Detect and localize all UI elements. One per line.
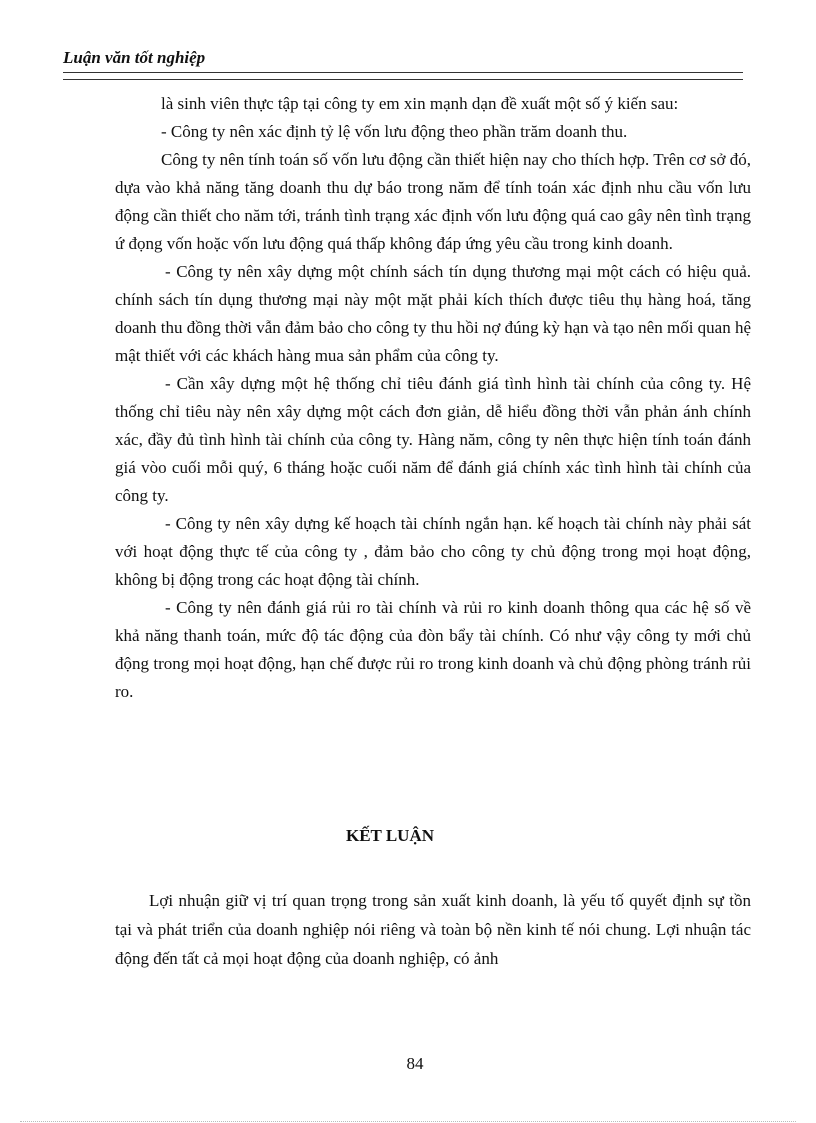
paragraph: - Công ty nên xác định tỷ lệ vốn lưu động theo phần trăm doanh thu.: [161, 122, 628, 141]
running-header: Luận văn tốt nghiệp: [63, 48, 206, 67]
body-text: [115, 90, 751, 706]
page-number: 84: [406, 1054, 424, 1073]
paragraph: - Cần xây dựng một hệ thống chỉ tiêu đánh giá tình hình tài chính của công ty. Hệ thống chỉ tiêu này nên xây dựng một cách đơn giản, dễ hiểu đồng thời vẫn phản ánh chính xác, đầy đủ tình hình tài chính của công ty. Hàng năm, công ty nên thực hiện tính toán đánh giá vòo cuối mỗi quý, 6 tháng hoặc cuối năm để đánh giá chính xác tình hình tài chính của công ty.: [115, 374, 751, 505]
conclusion-text: [115, 886, 751, 973]
paragraph: là sinh viên thực tập tại công ty em xin mạnh dạn đề xuất một số ý kiến sau:: [161, 94, 679, 113]
paragraph: - Công ty nên đánh giá rủi ro tài chính và rủi ro kinh doanh thông qua các hệ số về khả năng thanh toán, mức độ tác động của đòn bẩy tài chính. Có như vậy công ty mới chủ động trong mọi hoạt động, hạn chế được rủi ro trong kinh doanh và chủ động phòng tránh rủi ro.: [115, 598, 751, 701]
paragraph: Công ty nên tính toán số vốn lưu động cần thiết hiện nay cho thích hợp. Trên cơ sở đó, dựa vào khả năng tăng doanh thu dự báo trong năm để tính toán xác định nhu cầu vốn lưu động cần thiết cho năm tới, tránh tình trạng xác định vốn lưu động quá cao gây nên tình trạng ứ đọng vốn hoặc vốn lưu động quá thấp không đáp ứng yêu cầu trong kinh doanh.: [115, 150, 751, 253]
header-divider: [63, 72, 743, 80]
paragraph: - Công ty nên xây dựng một chính sách tín dụng thương mại một cách có hiệu quả. chính sách tín dụng thương mại này một mặt phải kích thích được tiêu thụ hàng hoá, tăng doanh thu đồng thời vẫn đảm bảo cho công ty thu hồi nợ đúng kỳ hạn và tạo nên mối quan hệ mật thiết với các khách hàng mua sản phẩm của công ty.: [115, 262, 752, 365]
paragraph: Lợi nhuận giữ vị trí quan trọng trong sản xuất kinh doanh, là yếu tố quyết định sự tồn tại và phát triển của doanh nghiệp nói riêng và toàn bộ nền kinh tế nói chung. Lợi nhuận tác động đến tất cả mọi hoạt động của doanh nghiệp, có ảnh: [115, 891, 751, 968]
section-title: KẾT LUẬN: [345, 826, 434, 845]
paragraph: - Công ty nên xây dựng kế hoạch tài chính ngắn hạn. kế hoạch tài chính này phải sát với hoạt động thực tế của công ty , đảm bảo cho công ty chủ động trong mọi hoạt động, không bị động trong các hoạt động tài chính.: [115, 514, 751, 589]
page-bottom-border: [20, 1121, 796, 1122]
